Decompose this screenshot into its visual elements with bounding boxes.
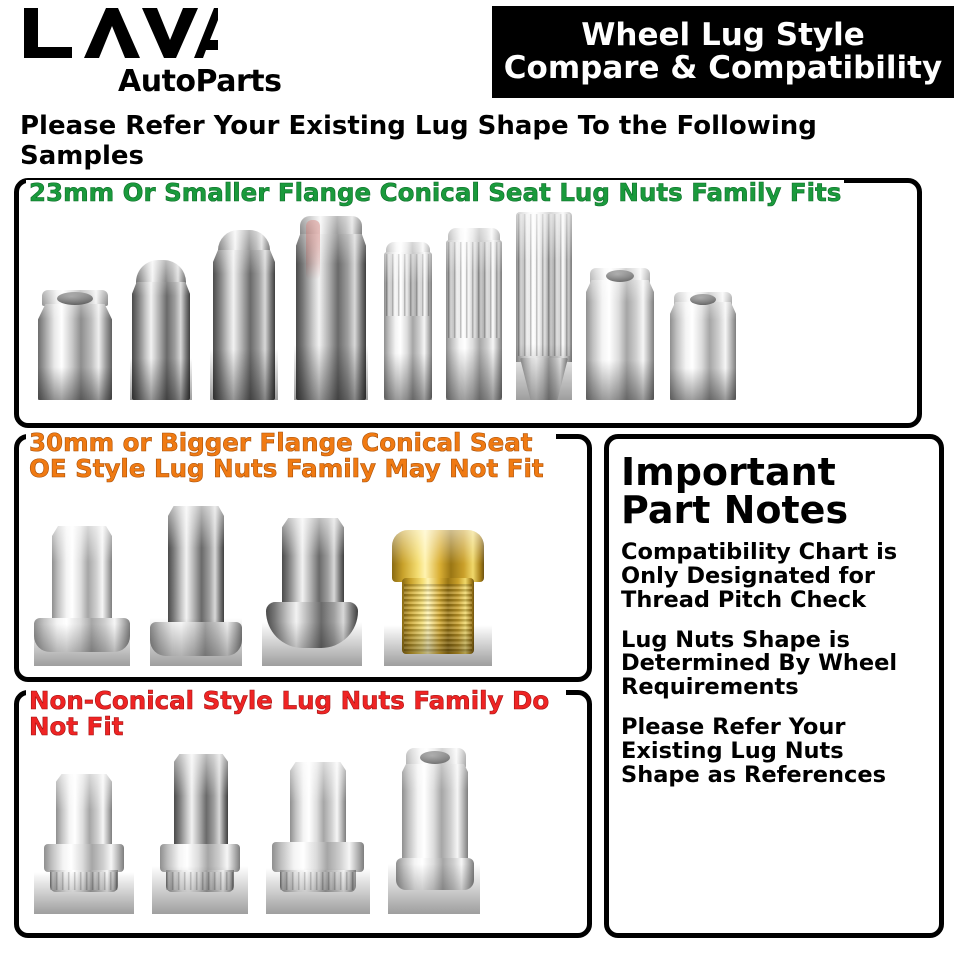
important-part-notes-panel [604,434,944,938]
lug-nut-mag-seat-tall-washer [152,754,248,914]
lug-nut-extended-tuner [294,216,368,400]
lug-nut-mag-seat-washer [34,774,134,914]
section-may-not-fit-title: 30mm or Bigger Flange Conical Seat OE Style Lug Nuts Family May Not Fit [26,430,556,481]
lug-nut-ball-radius-seat [388,748,480,914]
section-do-not-fit-samples [34,748,480,914]
page-title-line2: Compare & Compatibility [503,50,943,86]
note-item: Please Refer Your Existing Lug Nuts Shape as References [621,714,887,788]
lug-nut-oe-large-flange [34,526,130,666]
note-item: Lug Nuts Shape is Determined By Wheel Requirements [621,626,898,701]
lug-nut-open-end-hex [586,268,654,400]
section-fits-samples [38,210,736,400]
page-title [492,6,954,98]
section-do-not-fit-title: Non-Conical Style Lug Nuts Family Do Not Fit [26,688,566,739]
lug-nut-spline-drive-short [384,242,432,400]
lava-logo-icon [18,6,218,68]
lug-nut-oe-black-flange [262,518,362,666]
page-title-line1: Wheel Lug Style [581,16,865,53]
lug-nut-short-open-end [670,292,736,400]
lug-nut-oe-tall-flange [150,506,242,666]
header [0,0,960,108]
lug-nut-flat-seat-washer [266,762,370,914]
section-fits-title: 23mm Or Smaller Flange Conical Seat Lug Nuts Family Fits [26,180,844,206]
brand-logo [10,4,490,104]
lug-nut-spline-drive-tall [446,228,502,400]
lug-nut-gold-zinc-flange [384,528,492,666]
lug-nut-closed-end-acorn [130,260,192,400]
section-may-not-fit-samples [34,506,492,666]
lug-nut-extra-long-spline-drive [516,212,572,400]
subheading: Please Refer Your Existing Lug Shape To the Following Samples [20,111,817,171]
lug-nut-open-end-bulge-conical [38,290,112,400]
notes-title: Important Part Notes [621,450,849,532]
brand-name: AutoParts [118,64,282,99]
note-item: Compatibility Chart is Only Designated for Thread Pitch Check [621,539,898,613]
lug-nut-tall-closed-end-acorn [210,230,278,400]
